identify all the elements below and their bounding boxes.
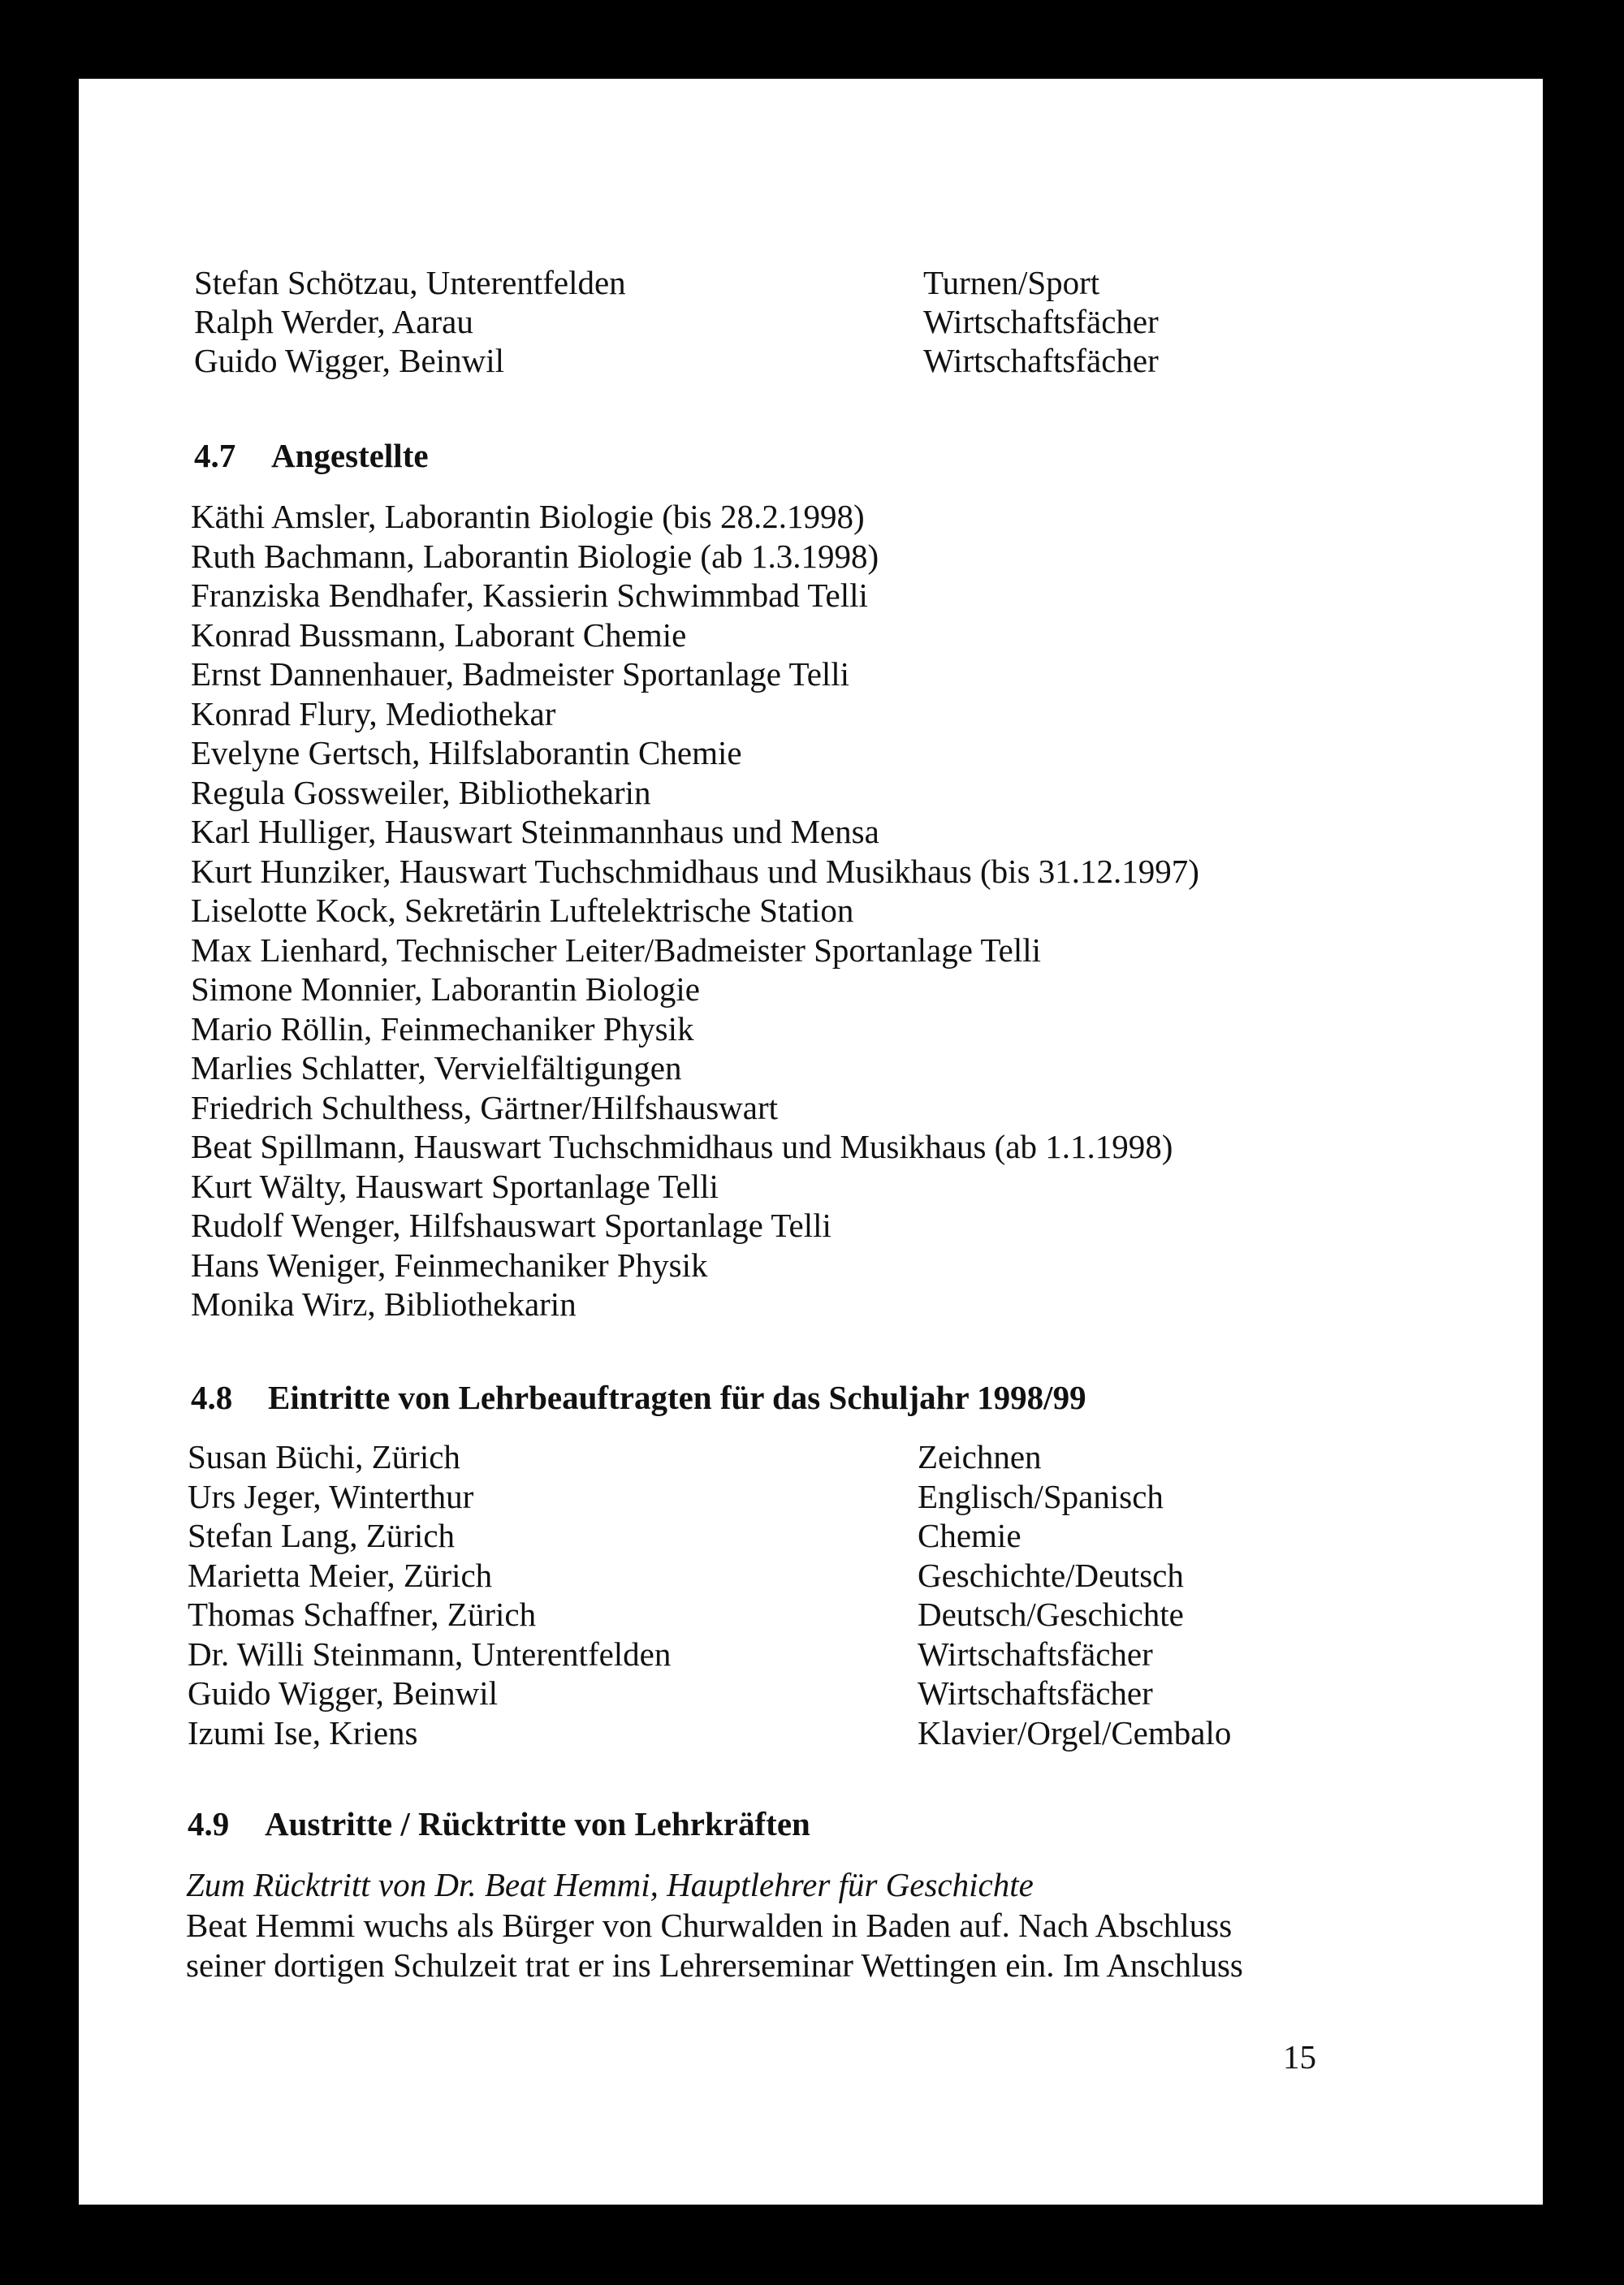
section-number: 4.8 xyxy=(191,1379,233,1416)
teacher-name: Marietta Meier, Zürich xyxy=(188,1557,493,1594)
paragraph-line: seiner dortigen Schulzeit trat er ins Lehrerseminar Wettingen ein. Im Anschluss xyxy=(186,1946,1243,1984)
teacher-name: Dr. Willi Steinmann, Unterentfelden xyxy=(188,1635,672,1673)
document-page xyxy=(79,79,1543,2205)
top-list-subject: Turnen/Sport xyxy=(923,264,1100,301)
teacher-subject: Zeichnen xyxy=(918,1438,1042,1475)
section-number: 4.7 xyxy=(194,437,236,474)
top-list-subject: Wirtschaftsfächer xyxy=(923,342,1159,379)
top-list-name: Stefan Schötzau, Unterentfelden xyxy=(194,264,626,301)
teacher-subject: Geschichte/Deutsch xyxy=(918,1557,1184,1594)
teacher-name: Stefan Lang, Zürich xyxy=(188,1517,456,1554)
list-item: Kurt Hunziker, Hauswart Tuchschmidhaus und Musikhaus (bis 31.12.1997) xyxy=(191,853,1199,890)
paragraph-line: Beat Hemmi wuchs als Bürger von Churwalden in Baden auf. Nach Abschluss xyxy=(186,1907,1233,1944)
list-item: Liselotte Kock, Sekretärin Luftelektrische Station xyxy=(191,892,854,929)
list-item: Hans Weniger, Feinmechaniker Physik xyxy=(191,1246,708,1284)
teacher-subject: Klavier/Orgel/Cembalo xyxy=(918,1714,1232,1752)
list-item: Beat Spillmann, Hauswart Tuchschmidhaus und Musikhaus (ab 1.1.1998) xyxy=(191,1128,1173,1165)
list-item: Max Lienhard, Technischer Leiter/Badmeister Sportanlage Telli xyxy=(191,931,1042,969)
section-heading-4-8 xyxy=(191,1378,1086,1417)
list-item: Mario Röllin, Feinmechaniker Physik xyxy=(191,1010,694,1047)
list-item: Friedrich Schulthess, Gärtner/Hilfshauswart xyxy=(191,1089,779,1126)
teacher-subject: Chemie xyxy=(918,1517,1021,1554)
section-number: 4.9 xyxy=(188,1805,230,1842)
top-list-name: Guido Wigger, Beinwil xyxy=(194,342,504,379)
list-item: Karl Hulliger, Hauswart Steinmannhaus und Mensa xyxy=(191,813,879,850)
list-item: Konrad Bussmann, Laborant Chemie xyxy=(191,616,687,654)
list-item: Ruth Bachmann, Laborantin Biologie (ab 1.3.1998) xyxy=(191,538,879,575)
top-list-name: Ralph Werder, Aarau xyxy=(194,303,473,340)
list-item: Marlies Schlatter, Vervielfältigungen xyxy=(191,1049,682,1086)
list-item: Simone Monnier, Laborantin Biologie xyxy=(191,970,700,1008)
list-item: Evelyne Gertsch, Hilfslaborantin Chemie xyxy=(191,734,742,771)
section-title: Eintritte von Lehrbeauftragten für das Schuljahr 1998/99 xyxy=(268,1379,1086,1416)
teacher-subject: Wirtschaftsfächer xyxy=(918,1674,1153,1712)
section-title: Angestellte xyxy=(271,437,429,474)
list-item: Ernst Dannenhauer, Badmeister Sportanlage Telli xyxy=(191,655,850,693)
teacher-name: Susan Büchi, Zürich xyxy=(188,1438,460,1475)
list-item: Käthi Amsler, Laborantin Biologie (bis 28.2.1998) xyxy=(191,498,865,535)
list-item: Rudolf Wenger, Hilfshauswart Sportanlage Telli xyxy=(191,1207,831,1244)
list-item: Monika Wirz, Bibliothekarin xyxy=(191,1285,577,1323)
page-number: 15 xyxy=(1283,2038,1316,2076)
list-item: Franziska Bendhafer, Kassierin Schwimmbad Telli xyxy=(191,577,868,614)
top-list-subject: Wirtschaftsfächer xyxy=(923,303,1159,340)
section-title: Austritte / Rücktritte von Lehrkräften xyxy=(265,1805,810,1842)
teacher-name: Urs Jeger, Winterthur xyxy=(188,1478,474,1515)
list-item: Kurt Wälty, Hauswart Sportanlage Telli xyxy=(191,1168,719,1205)
section-subtitle: Zum Rücktritt von Dr. Beat Hemmi, Hauptlehrer für Geschichte xyxy=(186,1866,1034,1903)
section-heading-4-9 xyxy=(188,1804,810,1843)
section-heading-4-7 xyxy=(194,436,429,475)
teacher-subject: Englisch/Spanisch xyxy=(918,1478,1164,1515)
list-item: Konrad Flury, Mediothekar xyxy=(191,695,556,732)
teacher-name: Izumi Ise, Kriens xyxy=(188,1714,418,1752)
list-item: Regula Gossweiler, Bibliothekarin xyxy=(191,774,651,811)
teacher-subject: Wirtschaftsfächer xyxy=(918,1635,1153,1673)
teacher-name: Guido Wigger, Beinwil xyxy=(188,1674,498,1712)
teacher-subject: Deutsch/Geschichte xyxy=(918,1596,1184,1633)
teacher-name: Thomas Schaffner, Zürich xyxy=(188,1596,537,1633)
